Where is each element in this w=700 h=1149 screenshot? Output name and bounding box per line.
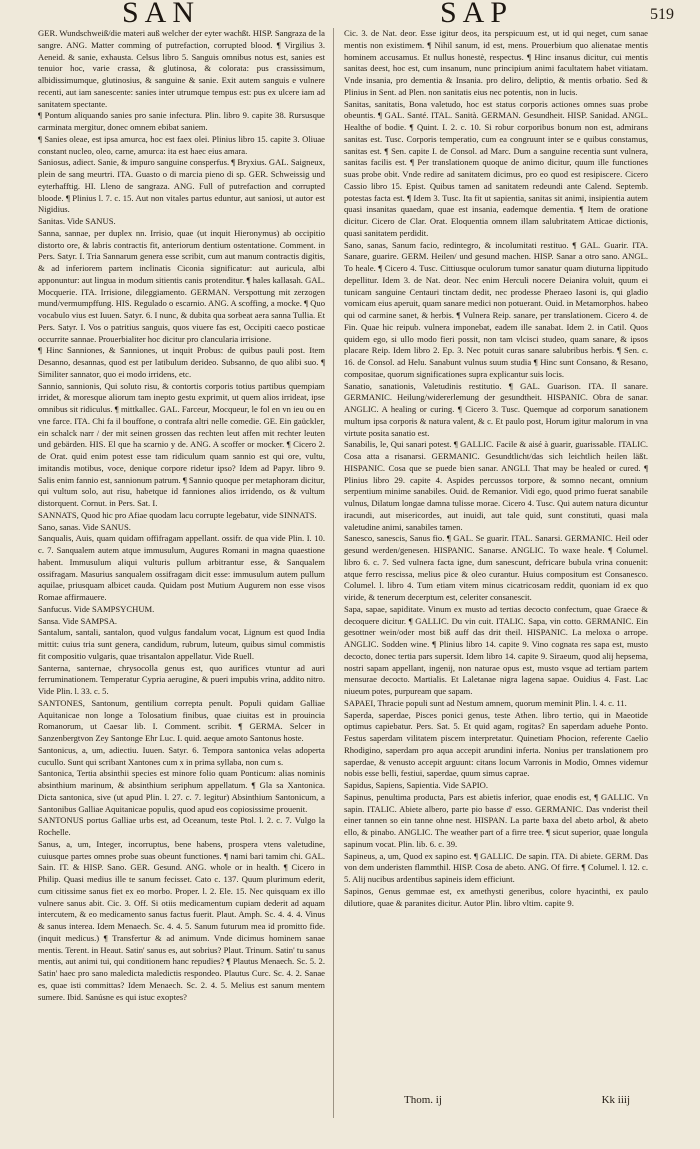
dictionary-entry: Sapidus, Sapiens, Sapientia. Vide SAPIO. bbox=[344, 780, 488, 790]
dictionary-entry: Cic. 3. de Nat. deor. Esse igitur deos, ita perspicuum est, ut id qui neget, cum sanae mentis non existimem. ¶ Nihil sanum, id est, mens. Prouerbium quo alienatae mentis hominem accusamus. Et nullus honestè, respectus. ¶ Hinc insanus dicitur, cui mentis sanitas deest, hoc est, cum insanum, nunc principium animi facultatem habet vitiatam. Vnde insania, pro dementia & Insania. pro deliro, deliptio, & mentis orbatio. Sed & Plinius in Sent. ad Plen. non sanitatis eius nec potentis, non in lucis. bbox=[344, 28, 648, 97]
dictionary-entry: Sanatio, sanationis, Valetudinis restitutio. ¶ GAL. Guarison. ITA. Il sanare. GERMANIC. Heilung/widererlemung der gesundtheit. HISPANIC. Obra de sanar. ANGLIC. A healing or curing. ¶ Cicero 3. Tusc. Quemque ad corporum sanationem multum ipsa corporis & natura valent, & c. Et paulo post, Horum igitur malorum in vna virtute posita sanatio est. bbox=[344, 380, 648, 438]
dictionary-entry: Sano, sanas, Sanum facio, redintegro, & incolumitati restituo. ¶ GAL. Guarir. ITA. Sanare, guarire. GERM. Heilen/ und gesund machen. HISP. Sanar a otro sano. ANGL. To heale. ¶ Cicero 4. Tusc. Cittiusque oculorum tumor sanatur quam diuturna lippitudo depellitur. Idem 3. de Nat. deor. Nec enim Herculi nocere Deianira voluit, quum ei tunicam sanguine Centauri tinctam dedit, nec prodesse Pheraeo Iasoni is, qui gladio vomicam eius aperuit, quam sanare medici non potuerant. Ouid. in Metamorphos. habeo qui od carmine sanet, & herbis. ¶ Vulnera Reip. sanare, per translationem. Cicero 4. de Fin. Quae hic reipub. vulnera imponebat, eadem ille sanabat. Idem 2. in Catil. Quos quidem ego, si ullo modo fieri possit, non tam vlcisci studeo, quam sanare, & ipsos placare Reip. Idem libro 2. Ep. 3. Nec potuit curas sanare salubribus herbis. ¶ Sen. c. 16. de Consol. ad Helu. Sanabunt vulnus suum studia ¶ Hinc sunt Consano, & Resano, compositae, quorum significationes supra explicantur suis locis. bbox=[344, 239, 648, 379]
right-column bbox=[344, 28, 648, 1102]
running-head-right: SAP bbox=[440, 0, 514, 29]
dictionary-entry: Sapineus, a, um, Quod ex sapino est. ¶ GALLIC. De sapin. ITA. Di abiete. GERM. Das von dem underisten flammthil. HISP. Cosa de abeto. ANG. Of firre. ¶ Columel. l. 12. c. 5. Alij nucibus ardentibus sapineis idem efficiunt. bbox=[344, 850, 648, 884]
dictionary-entry: SANTONES, Santonum, gentilium correpta penult. Populi quidam Galliae Aquitanicae non longe a Tolosatium finibus, quae ciuitas est in prouincia Romanorum, ut Caesar lib. I. Comment. scribit. ¶ GERMA. Selcer in Sanzenbergtvon Zey Santonge Ehr Luc. I. quid. aeque amoto Santonus hoste. bbox=[38, 697, 325, 743]
dictionary-entry: Sansa. Vide SAMPSA. bbox=[38, 615, 118, 626]
catchword: Kk iiij bbox=[601, 1094, 630, 1106]
dictionary-entry: SANTONUS portus Galliae urbs est, ad Oceanum, teste Ptol. l. 2. c. 7. Vulgo la Rochelle. bbox=[38, 815, 325, 837]
dictionary-entry: Sanitas. Vide SANUS. bbox=[38, 216, 116, 226]
dictionary-entry: Santerna, santernae, chrysocolla genus est, quo aurifices vtuntur ad auri ferruminationem. Temperatur Cypria aerugine, & pueri impubis vrina, addito nitro. Vide Plin. l. 33. c. 5. bbox=[38, 662, 325, 696]
dictionary-entry: ¶ Sanies oleae, est ipsa amurca, hoc est faex olei. Plinius libro 15. capite 3. Oliuae constant nucleo, oleo, carne, amurca: ita est haec eius amara. bbox=[38, 133, 325, 156]
dictionary-entry: ¶ Hinc Sanniones, & Sanniones, ut inquit Probus: de quibus pauli post. Item Desanno, desannas, quod est per latibulum derideo. Subsanno, de quo alibi suo. ¶ Similiter sannator, quo ei modo irridens, etc. bbox=[38, 345, 325, 379]
page-footer bbox=[344, 1094, 648, 1114]
dictionary-entry: Sannio, sannionis, Qui soluto risu, & contortis corporis totius partibus quempiam irridet, & moresque aliorum tam inepto gestu exprimit, ut quem alios irrideat, ipse omnibus sit ridiculus. ¶ mittkallec. GAL. Farceur, Mocqueur, le fol en vn ieu ou en vne farce. ITA. Chi fa il bouffone, o contrafa altri nelle comedie. GE. Ein gaückler, ein schalck narr / der mit seinen grossen das rechten leut affen mit rechter leuten und gebärden. HIS. El que ha scarnio y de. ANG. A scoffer or mocker. ¶ Cicero 2. de Orat. quid enim potest esse tam ridiculum quam sannio est qui ore, vultu, imitandis motibus, voce, denique corpore ridetur ipso? Idem ad Papyr. libro 9. Salis enim fannio est, sannionum patrum. ¶ Sannio quoque per metaphoram dicitur, qui vultum solo, aut risu, habetque id fanniones alios irridendo, os & vultum distorquent. Cornut. in Pers. Sat. I. bbox=[38, 380, 325, 508]
dictionary-entry: Santonica, Tertia absinthii species est minore folio quam Ponticum: alias nominis absinthium marinum, & absinthium seriphum appellatum. ¶ Gla sa Xantonica. Dicta santonica, sive (ut apud Plin. l. 27. c. 7. legitur) Absinthium Santonicum, a Santonibus Galliae Aquitanicae populis, quod apud eos copiosissime prouenit. bbox=[38, 768, 325, 814]
running-header bbox=[0, 0, 700, 30]
dictionary-entry: SAPAEI, Thracie populi sunt ad Nestum amnem, quorum meminit Plin. l. 4. c. 11. bbox=[344, 697, 627, 708]
dictionary-entry: Sanfucus. Vide SAMPSYCHUM. bbox=[38, 603, 155, 614]
dictionary-entry: Sanus, a, um, Integer, incorruptus, bene habens, prospera vtens valetudine, cuiusque partes omnes probe suas obeunt functiones. ¶ nami bari tamim chi. GAL. Sain. IT. & HISP. Sano. GER. Gesund. ANG. whole or in health. ¶ Cicero in Philip. Quasi medius ille te sanum fecisset. Cato c. 137. Quum plurimum ederit, cum citissime sanus fiet ex eo morbo. Proper. l. 2. Ele. 15. Nec quisquam ex illo vulnere sanus abit. Cic. 3. Off. Si otiis medicamentum cupiam dederit ad aquam intercutem, & eo medicamento sanus factus fuerit. Plaut. Amph. Sc. 4. 4. 4. Vinus & sanus interea. Idem Menaech. Sc. 4. 4. 5. Sanum futurum mea id promitto fide. (inquit medicus.) ¶ Transfertur & ad animum. Vnde dicimus hominem sanae mentis. Terent. in Heaut. Satin' sanus es, aut sobrius? Plaut. Trinum. Satin' tu sanus mentis, aut animi tui, qui conditionem hanc repudies? ¶ Plautus Menaech. Sc. 5. 2. Satin' haec pro sano maledicta maledictis respondeo. Plautus Curc. Sc. 4. 2. Sanae es, quae isti committas? Idem Menaech. Sc. 2. 4. 5. Melius est sanum mentem sumere. Ibid. Sanúsne es qui istuc exoptes? bbox=[38, 838, 325, 1002]
dictionary-entry: Sapinos, Genus gemmae est, ex amethysti generibus, colore hyacinthi, ex paulo dilutiore, quae & paranites dicitur. Autor Plin. libro vltim. capite 9. bbox=[344, 885, 648, 908]
dictionary-entry: ¶ Pontum aliquando sanies pro sanie infectura. Plin. libro 9. capite 38. Rursusque carminata mergitur, donec omnem ebibat saniem. bbox=[38, 110, 325, 132]
dictionary-entry: Saniosus, adiect. Sanie, & impuro sanguine consperfus. ¶ Bryxius. GAL. Saigneux, plein de sang meurtri. ITA. Guasto o di marcia pieno di sp. GER. Schweissig und eyterhafftig. HI. Lleno de sangraza. ANG. Full of putrefaction and corrupted bloode. ¶ Plinius l. 7. c. 15. Aut non vitales partus eduntur, aut saniosi, ut autor est Nigidius. bbox=[38, 157, 325, 215]
dictionary-entry: Sanqualis, Auis, quam quidam offifragam appellant. ossifr. de qua vide Plin. I. 10. c. 7. Sanqualem autem atque immusulum, Augures Romani in magna quaestione habent. Immusulum aliqui vulturis pullum arbitrantur esse, & Sanqualem ossifragam. Masurius sanqualem ossifragam dicit esse: immusulum autem pullum aquilae, priusquam albicet cauda. Quidam post Mutium Augurem non esse visos Romae affirmauere. bbox=[38, 533, 325, 602]
dictionary-entry: Santalum, santali, santalon, quod vulgus fandalum vocat, Lignum est quod India mittit: cuius tria sunt genera, candidum, rubrum, luteum, quibus simul commistis fit compositio vulgaris, quae trisantalon appellatur. Vide Ruell. bbox=[38, 627, 325, 661]
dictionary-entry: Sano, sanas. Vide SANUS. bbox=[38, 521, 131, 532]
dictionary-entry: Sanesco, sanescis, Sanus fio. ¶ GAL. Se guarir. ITAL. Sanarsi. GERMANIC. Heil oder gesund werden/genesen. HISPANIC. Sanarse. ANGLIC. To waxe heale. ¶ Columel. libro 6. c. 7. Sed vulnera facta igne, dum sanescunt, defricare bubula vrina conuenit: atque ferro rescissa, melius pice & oleo curantur. Huius compositum est Consanesco. Columel. l. libro 4. Tum etiam vitem minus cicatricosam reddit, quoniam id ex quo viride, & tenerum decerptum est, celeriter consanescit. bbox=[344, 533, 648, 602]
dictionary-entry: Sanna, sannae, per duplex nn. Irrisio, quae (ut inquit Hieronymus) ab occipitio distorto ore, & labris contractis fit, anteriorum dentium ostentatione. Comment. in Pers. Satyr. I. Tria Sannarum genera esse scribit, cum aut manum contractis digitis, & ad inferiorem partem inclinatis Ciconia significatur: aut auricula, albi apponuntur: aut lingua in modum sitientis canis protenditur. ¶ hales kallasah. GAL. Mocquerie. ITA. Irrisione, dileggiamento. GERMAN. Verspottung mit zerzogen mund/vermumpffung. HIS. Regulado o escarnio. ANG. A scoffing, a mocke. ¶ Quo vocabulo vius est Iuuen. Satyr. 6. I nunc, & dubita qua sorbeat aera sanna Tullia. Et Pers. Satyr. I. Vos o patritius sanguis, quos viuere fas est, Occipiti caeco posticae occurrite sannae. Prouerbialiter hoc dicitur pro clancularia irrisione. bbox=[38, 227, 325, 344]
dictionary-entry: SANNATS, Quod hic pro Afiae quodam lacu corrupte legebatur, vide SINNATS. bbox=[38, 509, 317, 520]
dictionary-entry: GER. Wundschweiß/die materi auß welcher der eyter wachßt. HISP. Sangraza de la sangre. ANG. Matter comming of putrefaction, corrupted blood. ¶ Virgilius 3. Aeneid. & sanie, exhausta. Celsus libro 5. Sanguis omnibus notus est, sanies est tenuior hoc, varie crassa, & glutinosa, & colorata: pus crassissimum, albidissimumque, glutinosius, & sanguine & sanie. Exit autem sanguis e vulnere recenti, aut iam sanescente: sanies inter utrumque tempus est: pus ex ulcere iam ad sanitatem spectante. bbox=[38, 28, 325, 109]
dictionary-entry: Sanitas, sanitatis, Bona valetudo, hoc est status corporis actiones omnes suas probe obeuntis. ¶ GAL. Santé. ITAL. Sanità. GERMAN. Gesundheit. HISP. Sanidad. ANGL. Healthe of bodie. ¶ Quint. I. 2. c. 10. Si robur corporibus bonum non est, admirans sanitas est. Tusc. Corporis temperatio, cum ea congruunt inter se e quibus constamus, sanitas est. ¶ Sen. capite I. de Consol. ad Marc. Dum a sanguine recentia sunt vulnera, sanitas facilis est. ¶ Per translationem quoque de animo dicitur, quum ille functiones suas probe obit. Vnde redire ad sanitatem dicimus, pro eo quod est resipiscere. Cicero Cassio libro 15. Epist. Quibus tamen ad sanitatem redeundi ante Calend. Septemb. potestas facta est. ¶ Idem 3. Tusc. Ita fit ut sapientia, sanitas sit animi, insipientia autem quasi insanitas quaedam, quae est insania, eademque dementia. ¶ Item de oratione dicitur. Cicero de Clar. Orat. Eloquentia omnem illam salubritatem Atticae dictionis, quasi sanitatem perdidit. bbox=[344, 98, 648, 238]
signature-mark: Thom. ij bbox=[404, 1094, 442, 1106]
left-column bbox=[38, 28, 325, 1118]
dictionary-entry: Santonicus, a, um, adiectiu. Iuuen. Satyr. 6. Tempora santonica velas adoperta cucullo. Sunt qui scribant Xantones cum x in prima syllaba, non cum s. bbox=[38, 744, 325, 767]
dictionary-entry: Sapa, sapae, sapiditate. Vinum ex musto ad tertias decocto confectum, quae Graece & decoquere dicitur. ¶ GALLIC. Du vin cuit. ITALIC. Sapa, vin cotto. GERMANIC. Ein gesottner wein/oder most biß auff das drit theil. HISPANIC. La meloxa o arrope. ANGLIC. Sodden wine. ¶ Plinius libro 14. capite 9. Vino cognata res sapa est, musto decocto, donec tertia pars supersit. Idem libro 14. capite 9. Siraeum, quod alij hepsema, nostri sapam appellant, ingenij, non naturae opus est, musto vsque ad tertiam partem mensurae decocto. Martialis. Et Laletanae nigra lagena sapae. Ouidius 4. Fast. Lac niueum potes, purpuream que sapam. bbox=[344, 603, 648, 696]
column-divider bbox=[333, 28, 334, 1118]
dictionary-entry: Sanabilis, le, Qui sanari potest. ¶ GALLIC. Facile & aisé à guarir, guarissable. ITALIC. Cosa atta a risanarsi. GERMANIC. Gesundtlicht/das sich leichtlich heilen läßt. HISPANIC. Cosa que se puede bien sanar. ANGLI. That may be healed or cured. ¶ Plinius libro 29. capite 4. Aspides percussos torpore, & somno necant, omnium serpentium minime sanabiles. Ouid. de Remanior. Vidi ego, quod primo fuerat sanabile vulnus, Dilatum longae damna tulisse morae. Cicero 4. Tusc. Qui autem natura dicuntur iracundi, aut misericordes, aut inuidi, aut tale quid, sunt constituti, quasi mala valetudine animi, sanabiles tamen. bbox=[344, 439, 648, 532]
dictionary-entry: Sapinus, penultima producta, Pars est abietis inferior, quae enodis est, ¶ GALLIC. Vn sapin. ITALIC. Abiete albero, parte pio basse d' esso. GERMANIC. Das vnderist theil einer tannen so ein tanne ohne nest. HISPAN. La parte baxa del abeto arbol, & abeto ello, & pinabo. ANGLIC. The weather part of a firre tree. ¶ sicut superior, quae longula sapinum vocat. Plin. lib. 6. c. 39. bbox=[344, 791, 648, 849]
page-number: 519 bbox=[650, 6, 674, 23]
dictionary-entry: Saperda, saperdae, Pisces ponici genus, teste Athen. libro tertio, qui in Maeotide optimus capiebatur. Pers. Sat. 5. Et quid agam, rogitas? En saperdam aduehe Ponto. Festus saperdam vilitatem piscem interpretatur. Quinetiam Phocion, referente Caelio Rhodigino, saperdam pro aqua accepit arundini inferta. Nonius per translationem pro saperdae, & venusto accepit arguunt: citans locum Varronis in Modio, Omnes videmur nobis esse belli, festiui, saperdae, quum simus caprae. bbox=[344, 709, 648, 779]
running-head-left: SAN bbox=[122, 0, 201, 29]
